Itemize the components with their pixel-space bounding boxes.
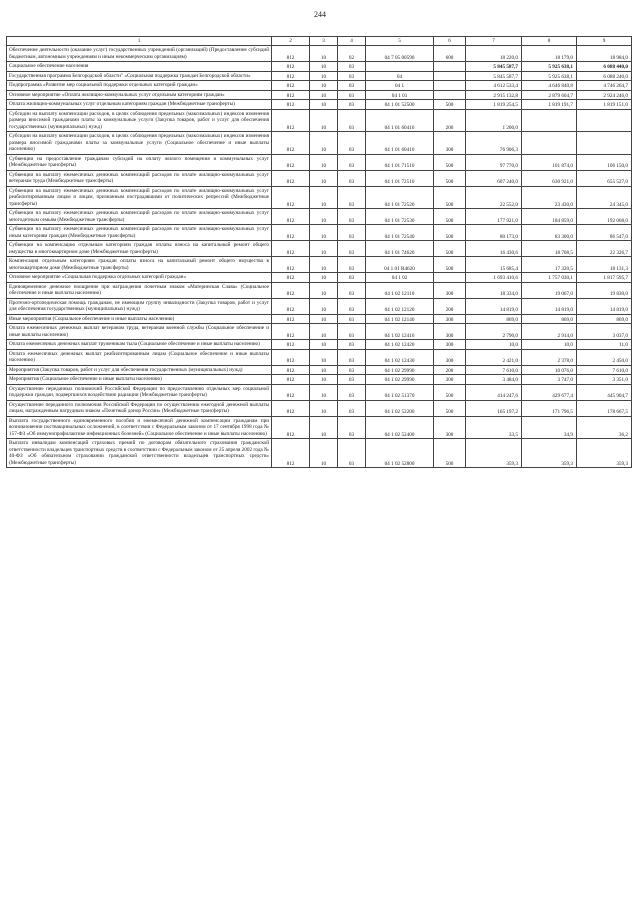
table-row — [7, 384, 632, 400]
amount-year3-cell: 869,0 — [577, 314, 632, 324]
row-name-cell: Оплата жилищно-коммунальных услуг отдельным категориям граждан (Межбюджетные трансферты) — [7, 100, 272, 110]
target-article-cell: 04 1 01 72520 — [366, 186, 434, 209]
section-code-cell: 10 — [310, 71, 338, 81]
target-article-cell: 04 1 02 12410 — [366, 324, 434, 340]
ministry-code-cell: 812 — [272, 282, 310, 298]
amount-year2-cell: 1 819 191,7 — [522, 100, 577, 110]
table-row — [7, 375, 632, 385]
table-body — [7, 46, 632, 468]
expense-type-cell: 300 — [434, 314, 466, 324]
expense-type-cell — [434, 273, 466, 283]
amount-year1-cell: 14 819,0 — [466, 298, 522, 314]
table-row — [7, 340, 632, 350]
amount-year1-cell: 2 421,0 — [466, 349, 522, 365]
subsection-code-cell: 03 — [338, 81, 366, 91]
section-code-cell: 10 — [310, 46, 338, 62]
table-row — [7, 349, 632, 365]
amount-year3-cell: 445 904,7 — [577, 384, 632, 400]
amount-year2-cell: 2 378,0 — [522, 349, 577, 365]
ministry-code-cell: 812 — [272, 62, 310, 72]
column-header: 1 — [7, 37, 272, 46]
row-name-cell: Мероприятия (Закупка товаров, работ и услуг для обеспечения государственных (муниципальных) нужд) — [7, 365, 272, 375]
section-code-cell: 10 — [310, 439, 338, 468]
amount-year1-cell: 2 915 132,8 — [466, 90, 522, 100]
amount-year2-cell: 5 925 638,1 — [522, 71, 577, 81]
amount-year3-cell: 14 819,0 — [577, 298, 632, 314]
amount-year3-cell: 18 984,0 — [577, 46, 632, 62]
budget-table — [6, 36, 632, 468]
amount-year1-cell: 18 220,0 — [466, 46, 522, 62]
ministry-code-cell: 812 — [272, 340, 310, 350]
row-name-cell: Субвенции на выплату ежемесячных денежных компенсаций расходов по оплате жилищно-коммунальных услуг иным категориям граждан (Межбюджетные трансферты) — [7, 225, 272, 241]
subsection-code-cell: 03 — [338, 375, 366, 385]
expense-type-cell: 300 — [434, 324, 466, 340]
amount-year1-cell: 33,5 — [466, 416, 522, 439]
expense-type-cell: 500 — [434, 257, 466, 273]
amount-year1-cell: 15 685,4 — [466, 257, 522, 273]
amount-year1-cell: 5 845 587,7 — [466, 71, 522, 81]
expense-type-cell: 500 — [434, 209, 466, 225]
target-article-cell: 04 1 01 72510 — [366, 170, 434, 186]
column-header: 3 — [310, 37, 338, 46]
row-name-cell: Мероприятия (Социальное обеспечение и иные выплаты населению) — [7, 375, 272, 385]
expense-type-cell — [434, 81, 466, 91]
subsection-code-cell: 03 — [338, 439, 366, 468]
amount-year3-cell: 1 817 595,7 — [577, 273, 632, 283]
row-name-cell: Оплата ежемесячных денежных выплат ветеранам труда, ветеранам военной службы (Социальное обеспечение и иные выплаты населению) — [7, 324, 272, 340]
expense-type-cell: 300 — [434, 349, 466, 365]
amount-year1-cell: 76 906,3 — [466, 132, 522, 155]
column-header: 9 — [577, 37, 632, 46]
section-code-cell: 10 — [310, 132, 338, 155]
amount-year2-cell: 1 757 030,1 — [522, 273, 577, 283]
row-name-cell: Субвенции на предоставление гражданам субсидий на оплату жилого помещения и коммунальных услуг (Межбюджетные трансферты) — [7, 154, 272, 170]
ministry-code-cell: 812 — [272, 186, 310, 209]
amount-year2-cell — [522, 109, 577, 132]
ministry-code-cell: 812 — [272, 298, 310, 314]
expense-type-cell — [434, 90, 466, 100]
expense-type-cell: 500 — [434, 100, 466, 110]
amount-year2-cell: 5 925 638,1 — [522, 62, 577, 72]
subsection-code-cell: 03 — [338, 241, 366, 257]
subsection-code-cell: 03 — [338, 365, 366, 375]
table-row — [7, 400, 632, 416]
amount-year3-cell: 106 150,0 — [577, 154, 632, 170]
ministry-code-cell: 812 — [272, 375, 310, 385]
row-name-cell: Субвенции на выплату ежемесячных денежных компенсаций расходов по оплате жилищно-коммунальных услуг многодетным семьям (Межбюджетные трансферты) — [7, 209, 272, 225]
row-name-cell: Компенсация отдельным категориям граждан оплаты взноса на капитальный ремонт общего имущества в многоквартирном доме (Межбюджетные трансферты) — [7, 257, 272, 273]
table-row — [7, 225, 632, 241]
section-code-cell: 10 — [310, 384, 338, 400]
expense-type-cell — [434, 62, 466, 72]
subsection-code-cell: 03 — [338, 257, 366, 273]
amount-year3-cell: 6 088 240,0 — [577, 71, 632, 81]
target-article-cell: 04 1 — [366, 81, 434, 91]
amount-year2-cell: 14 819,0 — [522, 298, 577, 314]
ministry-code-cell: 812 — [272, 257, 310, 273]
expense-type-cell: 300 — [434, 375, 466, 385]
expense-type-cell: 500 — [434, 154, 466, 170]
target-article-cell: 04 1 01 72540 — [366, 225, 434, 241]
row-name-cell: Осуществление переданных полномочий Российской Федерации по предоставлению отдельных мер социальной поддержки граждан, подвергшихся воздействию радиации (Межбюджетные трансферты) — [7, 384, 272, 400]
column-header: 4 — [338, 37, 366, 46]
expense-type-cell: 300 — [434, 340, 466, 350]
expense-type-cell: 500 — [434, 170, 466, 186]
subsection-code-cell: 03 — [338, 209, 366, 225]
amount-year1-cell: 869,0 — [466, 314, 522, 324]
table-row — [7, 81, 632, 91]
section-code-cell: 10 — [310, 209, 338, 225]
target-article-cell: 04 1 01 — [366, 90, 434, 100]
ministry-code-cell: 812 — [272, 365, 310, 375]
table-row — [7, 90, 632, 100]
target-article-cell: 04 1 02 51370 — [366, 384, 434, 400]
section-code-cell: 10 — [310, 186, 338, 209]
amount-year1-cell: 165 197,2 — [466, 400, 522, 416]
row-name-cell: Субвенции на выплату ежемесячных денежных компенсаций расходов по оплате жилищно-коммунальных услуг реабилитированным лицам и лицам, признанным пострадавшими от политических репрессий (Межбюджетные трансферты) — [7, 186, 272, 209]
target-article-cell: 04 1 02 52400 — [366, 416, 434, 439]
subsection-code-cell: 03 — [338, 90, 366, 100]
subsection-code-cell: 03 — [338, 273, 366, 283]
target-article-cell: 04 1 02 12420 — [366, 340, 434, 350]
amount-year2-cell: 4 646 840,8 — [522, 81, 577, 91]
amount-year1-cell: 2 790,0 — [466, 324, 522, 340]
target-article-cell: 04 7 05 00590 — [366, 46, 434, 62]
column-header: 5 — [366, 37, 434, 46]
amount-year2-cell: 10 076,0 — [522, 365, 577, 375]
expense-type-cell: 500 — [434, 241, 466, 257]
table-row — [7, 257, 632, 273]
column-header: 2 — [272, 37, 310, 46]
subsection-code-cell: 03 — [338, 109, 366, 132]
target-article-cell: 04 1 02 12430 — [366, 349, 434, 365]
subsection-code-cell: 03 — [338, 282, 366, 298]
table-row — [7, 416, 632, 439]
subsection-code-cell: 03 — [338, 349, 366, 365]
subsection-code-cell: 03 — [338, 154, 366, 170]
subsection-code-cell: 03 — [338, 340, 366, 350]
section-code-cell: 10 — [310, 225, 338, 241]
subsection-code-cell: 03 — [338, 186, 366, 209]
ministry-code-cell: 812 — [272, 46, 310, 62]
ministry-code-cell: 812 — [272, 109, 310, 132]
row-name-cell: Субвенции на компенсацию отдельным категориям граждан оплаты взноса на капитальный ремонт общего имущества в многоквартирном доме (Межбюджетные трансферты) — [7, 241, 272, 257]
ministry-code-cell: 812 — [272, 400, 310, 416]
amount-year3-cell — [577, 109, 632, 132]
amount-year1-cell: 414 247,6 — [466, 384, 522, 400]
amount-year1-cell: 22 552,0 — [466, 186, 522, 209]
ministry-code-cell: 812 — [272, 324, 310, 340]
row-name-cell: Субвенции на выплату ежемесячных денежных компенсаций расходов по оплате жилищно-коммунальных услуг ветеранам труда (Межбюджетные трансферты) — [7, 170, 272, 186]
section-code-cell: 10 — [310, 400, 338, 416]
table-row — [7, 46, 632, 62]
subsection-code-cell: 03 — [338, 314, 366, 324]
subsection-code-cell: 03 — [338, 62, 366, 72]
section-code-cell: 10 — [310, 100, 338, 110]
subsection-code-cell: 03 — [338, 384, 366, 400]
row-name-cell: Субсидии на выплату компенсации расходов, в целях соблюдения предельных (максимальных) индексов изменения размера вносимой гражданами платы за коммунальные услуги (Закупка товаров, работ и услуг для обеспечения государственных (муниципальных) нужд) — [7, 109, 272, 132]
expense-type-cell: 500 — [434, 400, 466, 416]
target-article-cell: 04 1 01 60410 — [366, 109, 434, 132]
target-article-cell: 04 1 02 52200 — [366, 400, 434, 416]
amount-year3-cell: 7 610,0 — [577, 365, 632, 375]
target-article-cell: 04 1 02 12140 — [366, 314, 434, 324]
column-header-row — [7, 37, 632, 46]
section-code-cell: 10 — [310, 273, 338, 283]
ministry-code-cell: 812 — [272, 273, 310, 283]
row-name-cell: Основное мероприятие «Социальная поддержка отдельных категорий граждан» — [7, 273, 272, 283]
row-name-cell: Единовременное денежное поощрение при награждении почетным знаком «Материнская Слава» (Социальное обеспечение и иные выплаты населению) — [7, 282, 272, 298]
expense-type-cell: 500 — [434, 186, 466, 209]
expense-type-cell: 600 — [434, 46, 466, 62]
amount-year2-cell: 10,0 — [522, 340, 577, 350]
amount-year1-cell: 1 200,0 — [466, 109, 522, 132]
amount-year2-cell: 630 921,0 — [522, 170, 577, 186]
table-row — [7, 324, 632, 340]
ministry-code-cell: 812 — [272, 100, 310, 110]
amount-year1-cell: 607 240,0 — [466, 170, 522, 186]
amount-year3-cell: 36,2 — [577, 416, 632, 439]
amount-year1-cell: 7 610,0 — [466, 365, 522, 375]
amount-year2-cell: 23 430,0 — [522, 186, 577, 209]
amount-year3-cell: 6 088 440,0 — [577, 62, 632, 72]
amount-year3-cell — [577, 132, 632, 155]
amount-year3-cell: 86 547,0 — [577, 225, 632, 241]
amount-year2-cell: 101 874,0 — [522, 154, 577, 170]
section-code-cell: 10 — [310, 349, 338, 365]
table-row — [7, 62, 632, 72]
section-code-cell: 10 — [310, 298, 338, 314]
row-name-cell: Оплата ежемесячных денежных выплат реабилитированным лицам (Социальное обеспечение и иные выплаты населению) — [7, 349, 272, 365]
column-header: 6 — [434, 37, 466, 46]
table-row — [7, 109, 632, 132]
expense-type-cell: 500 — [434, 225, 466, 241]
expense-type-cell: 500 — [434, 439, 466, 468]
amount-year1-cell: 97 770,0 — [466, 154, 522, 170]
amount-year2-cell: 18 708,5 — [522, 241, 577, 257]
amount-year2-cell: 869,0 — [522, 314, 577, 324]
ministry-code-cell: 812 — [272, 439, 310, 468]
target-article-cell: 04 1 02 52800 — [366, 439, 434, 468]
amount-year2-cell: 17 320,5 — [522, 257, 577, 273]
amount-year3-cell: 359,3 — [577, 439, 632, 468]
section-code-cell: 10 — [310, 154, 338, 170]
section-code-cell: 10 — [310, 416, 338, 439]
target-article-cell: 04 1 01 52500 — [366, 100, 434, 110]
table-row — [7, 154, 632, 170]
amount-year1-cell: 177 921,0 — [466, 209, 522, 225]
section-code-cell: 10 — [310, 241, 338, 257]
row-name-cell: Обеспечение деятельности (оказание услуг) государственных учреждений (организаций) (Предоставление субсидий бюджетным, автономным учреждениям и иным некоммерческим организациям) — [7, 46, 272, 62]
target-article-cell: 04 1 02 29990 — [366, 375, 434, 385]
subsection-code-cell: 03 — [338, 225, 366, 241]
amount-year1-cell: 4 612 533,4 — [466, 81, 522, 91]
section-code-cell: 10 — [310, 314, 338, 324]
amount-year3-cell: 178 667,5 — [577, 400, 632, 416]
amount-year3-cell: 4 746 264,7 — [577, 81, 632, 91]
amount-year3-cell: 3 037,0 — [577, 324, 632, 340]
table-row — [7, 209, 632, 225]
subsection-code-cell: 03 — [338, 324, 366, 340]
expense-type-cell: 500 — [434, 384, 466, 400]
amount-year2-cell: 34,9 — [522, 416, 577, 439]
ministry-code-cell: 812 — [272, 71, 310, 81]
section-code-cell: 10 — [310, 365, 338, 375]
target-article-cell: 04 1 01 74620 — [366, 241, 434, 257]
ministry-code-cell: 812 — [272, 170, 310, 186]
table-row — [7, 314, 632, 324]
expense-type-cell: 300 — [434, 416, 466, 439]
expense-type-cell: 200 — [434, 365, 466, 375]
amount-year1-cell: 359,3 — [466, 439, 522, 468]
ministry-code-cell: 812 — [272, 349, 310, 365]
subsection-code-cell: 03 — [338, 71, 366, 81]
target-article-cell: 04 — [366, 71, 434, 81]
table-row — [7, 273, 632, 283]
section-code-cell: 10 — [310, 257, 338, 273]
target-article-cell: 04 1 02 29990 — [366, 365, 434, 375]
amount-year2-cell: 2 914,0 — [522, 324, 577, 340]
amount-year2-cell: 429 677,4 — [522, 384, 577, 400]
ministry-code-cell: 812 — [272, 81, 310, 91]
target-article-cell: 04 1 01 72530 — [366, 209, 434, 225]
column-header: 7 — [466, 37, 522, 46]
row-name-cell: Иные мероприятия (Социальное обеспечение и иные выплаты населению) — [7, 314, 272, 324]
table-row — [7, 170, 632, 186]
expense-type-cell: 300 — [434, 282, 466, 298]
ministry-code-cell: 812 — [272, 90, 310, 100]
row-name-cell: Субсидии на выплату компенсации расходов, в целях соблюдения предельных (максимальных) индексов изменения размера вносимой гражданами платы за коммунальные услуги (Социальное обеспечение и иные выплаты населению) — [7, 132, 272, 155]
section-code-cell: 10 — [310, 62, 338, 72]
subsection-code-cell: 03 — [338, 100, 366, 110]
budget-table-sheet — [6, 36, 631, 468]
table-row — [7, 241, 632, 257]
ministry-code-cell: 812 — [272, 132, 310, 155]
amount-year3-cell: 192 068,0 — [577, 209, 632, 225]
row-name-cell: Государственная программа Белгородской области" «Социальная поддержка граждан Белгородской области» — [7, 71, 272, 81]
subsection-code-cell: 03 — [338, 298, 366, 314]
amount-year3-cell: 22 326,7 — [577, 241, 632, 257]
amount-year1-cell: 1 693 410,6 — [466, 273, 522, 283]
column-header: 8 — [522, 37, 577, 46]
ministry-code-cell: 812 — [272, 416, 310, 439]
amount-year3-cell: 18 131,3 — [577, 257, 632, 273]
amount-year2-cell: 359,3 — [522, 439, 577, 468]
target-article-cell: 04 1 01 60410 — [366, 132, 434, 155]
table-row — [7, 71, 632, 81]
section-code-cell: 10 — [310, 375, 338, 385]
amount-year1-cell: 1 819 254,5 — [466, 100, 522, 110]
amount-year1-cell: 80 173,0 — [466, 225, 522, 241]
row-name-cell: Осуществление переданного полномочия Российской Федерации по осуществлению ежегодной денежной выплаты лицам, награжденным нагрудным знаком «Почетный донор России» (Межбюджетные трансферты) — [7, 400, 272, 416]
table-row — [7, 186, 632, 209]
row-name-cell: Оплата ежемесячных денежных выплат труженикам тыла (Социальное обеспечение и иные выплаты населению) — [7, 340, 272, 350]
row-name-cell: Подпрограмма «Развитие мер социальной поддержки отдельных категорий граждан» — [7, 81, 272, 91]
target-article-cell: 04 1 01 71510 — [366, 154, 434, 170]
amount-year1-cell: 5 845 587,7 — [466, 62, 522, 72]
target-article-cell: 04 1 01 R4620 — [366, 257, 434, 273]
ministry-code-cell: 812 — [272, 225, 310, 241]
ministry-code-cell: 812 — [272, 314, 310, 324]
amount-year1-cell: 18 334,0 — [466, 282, 522, 298]
expense-type-cell: 200 — [434, 109, 466, 132]
target-article-cell: 04 1 02 — [366, 273, 434, 283]
section-code-cell: 10 — [310, 90, 338, 100]
page-number: 244 — [314, 10, 326, 19]
row-name-cell: Выплата государственного единовременного пособия и ежемесячной денежной компенсации гражданам при возникновении поствакцинальных осложнений, в соответствии с Федеральным законом от 17 сентября 1998 года № 157-ФЗ «Об иммунопрофилактике инфекционных болезней» (Социальное обеспечение и иные выплаты населению) — [7, 416, 272, 439]
table-row — [7, 282, 632, 298]
table-row — [7, 365, 632, 375]
amount-year2-cell — [522, 132, 577, 155]
subsection-code-cell: 03 — [338, 400, 366, 416]
expense-type-cell — [434, 71, 466, 81]
amount-year3-cell: 11,0 — [577, 340, 632, 350]
ministry-code-cell: 812 — [272, 209, 310, 225]
section-code-cell: 10 — [310, 81, 338, 91]
amount-year2-cell: 171 796,5 — [522, 400, 577, 416]
target-article-cell: 04 1 02 12110 — [366, 282, 434, 298]
expense-type-cell: 300 — [434, 132, 466, 155]
table-row — [7, 439, 632, 468]
amount-year3-cell: 3 351,0 — [577, 375, 632, 385]
subsection-code-cell: 03 — [338, 132, 366, 155]
amount-year1-cell: 10,0 — [466, 340, 522, 350]
ministry-code-cell: 812 — [272, 154, 310, 170]
ministry-code-cell: 812 — [272, 384, 310, 400]
amount-year3-cell: 24 345,0 — [577, 186, 632, 209]
target-article-cell — [366, 62, 434, 72]
ministry-code-cell: 812 — [272, 241, 310, 257]
subsection-code-cell: 03 — [338, 416, 366, 439]
amount-year1-cell: 3 484,0 — [466, 375, 522, 385]
row-name-cell: Выплата инвалидам компенсаций страховых премий по договорам обязательного страхования гражданской ответственности владельцев транспортных средств в соответствии с Федеральным законом от 25 апреля 2002 года № 40-ФЗ «Об обязательном страховании гражданской ответственности владельцев транспортных средств» (Межбюджетные трансферты) — [7, 439, 272, 468]
amount-year3-cell: 1 819 151,0 — [577, 100, 632, 110]
section-code-cell: 10 — [310, 340, 338, 350]
amount-year2-cell: 184 859,0 — [522, 209, 577, 225]
table-row — [7, 298, 632, 314]
amount-year2-cell: 18 179,0 — [522, 46, 577, 62]
amount-year1-cell: 16 430,6 — [466, 241, 522, 257]
row-name-cell: Протезно-ортопедическая помощь гражданам, не имеющим группу инвалидности (Закупка товаров, работ и услуг для обеспечения государственных (муниципальных) нужд) — [7, 298, 272, 314]
amount-year3-cell: 2 924 246,0 — [577, 90, 632, 100]
amount-year3-cell: 19 830,0 — [577, 282, 632, 298]
section-code-cell: 10 — [310, 170, 338, 186]
table-row — [7, 132, 632, 155]
section-code-cell: 10 — [310, 324, 338, 340]
amount-year3-cell: 655 527,0 — [577, 170, 632, 186]
table-row — [7, 100, 632, 110]
expense-type-cell: 200 — [434, 298, 466, 314]
amount-year2-cell: 19 067,0 — [522, 282, 577, 298]
amount-year2-cell: 83 300,0 — [522, 225, 577, 241]
section-code-cell: 10 — [310, 282, 338, 298]
subsection-code-cell: 02 — [338, 46, 366, 62]
target-article-cell: 04 1 02 12120 — [366, 298, 434, 314]
row-name-cell: Социальное обеспечение населения — [7, 62, 272, 72]
row-name-cell: Основное мероприятие «Оплата жилищно-коммунальных услуг отдельным категориям граждан» — [7, 90, 272, 100]
amount-year2-cell: 2 879 604,7 — [522, 90, 577, 100]
section-code-cell: 10 — [310, 109, 338, 132]
amount-year3-cell: 2 450,0 — [577, 349, 632, 365]
amount-year2-cell: 3 747,0 — [522, 375, 577, 385]
subsection-code-cell: 03 — [338, 170, 366, 186]
